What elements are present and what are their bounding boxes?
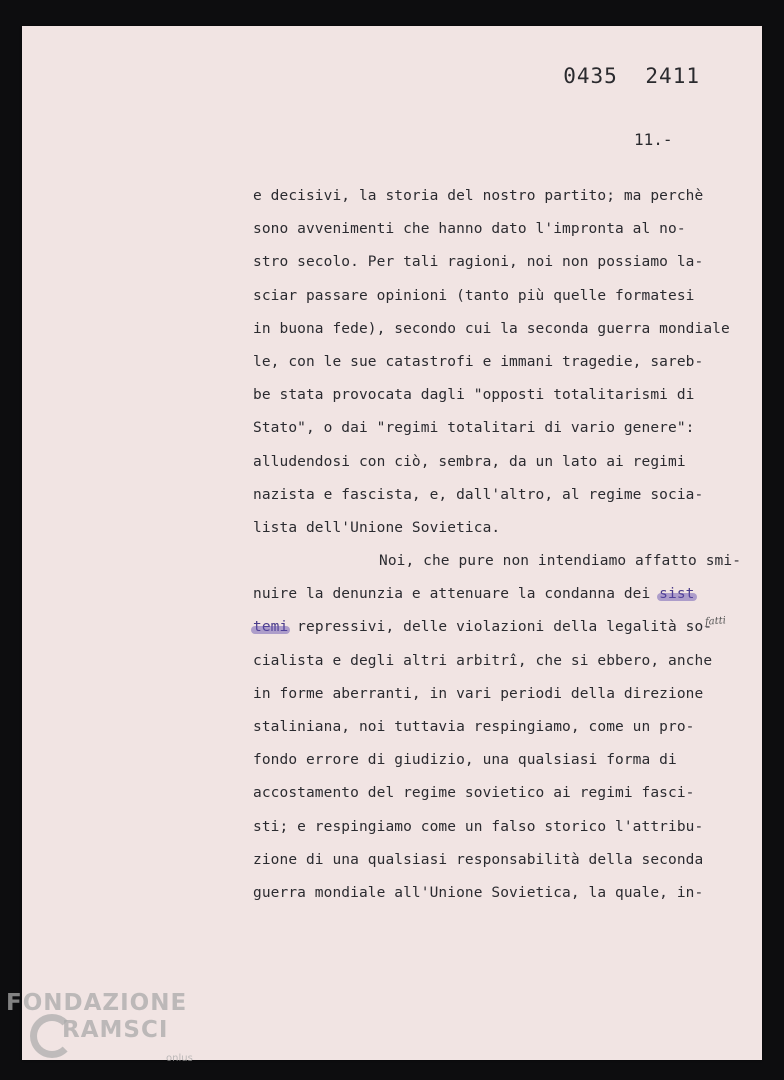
text-line: alludendosi con ciò, sembra, da un lato ai regimi <box>253 453 686 470</box>
watermark-suffix: onlus <box>166 1053 193 1064</box>
g-logo-icon <box>30 1014 74 1058</box>
struck-word: sist <box>659 586 695 603</box>
text-line: be stata provocata dagli "opposti totalitarismi di <box>253 387 695 404</box>
text-line: fondo errore di giudizio, una qualsiasi forma di <box>253 752 677 769</box>
text-line: guerra mondiale all'Unione Sovietica, la quale, in- <box>253 884 704 901</box>
text-line: sti; e respingiamo come un falso storico l'attribu- <box>253 818 704 835</box>
text-line: zione di una qualsiasi responsabilità della seconda <box>253 851 704 868</box>
text-line: e decisivi, la storia del nostro partito; ma perchè <box>253 188 704 204</box>
struck-word: temi <box>253 619 289 636</box>
handwritten-insert: fatti <box>704 615 727 628</box>
text-line-with-correction <box>253 611 733 644</box>
text-line: cialista e degli altri arbitrî, che si ebbero, anche <box>253 652 713 669</box>
text-line: sciar passare opinioni (tanto più quelle formatesi <box>253 287 695 304</box>
watermark-logo <box>6 990 193 1064</box>
text-line: sono avvenimenti che hanno dato l'impronta al no- <box>253 221 686 238</box>
archive-code: 0435 2411 <box>563 64 700 88</box>
text-line: stro secolo. Per tali ragioni, noi non possiamo la- <box>253 254 704 271</box>
text-line: accostamento del regime sovietico ai regimi fasci- <box>253 785 695 802</box>
text-line: Noi, che pure non intendiamo affatto smi- <box>379 553 742 570</box>
text-segment: repressivi, delle violazioni della legalità so- <box>288 619 713 636</box>
text-segment: nuire la denunzia e attenuare la condanna dei <box>253 586 660 603</box>
text-line: le, con le sue catastrofi e immani tragedie, sareb- <box>253 353 704 370</box>
watermark-line1: FONDAZIONE <box>6 990 188 1016</box>
watermark-line2: RAMSCI <box>62 1017 169 1043</box>
document-body <box>253 180 742 910</box>
text-line: in forme aberranti, in vari periodi della direzione <box>253 685 704 702</box>
text-line: nazista e fascista, e, dall'altro, al regime socia- <box>253 486 704 503</box>
text-line: in buona fede), secondo cui la seconda guerra mondiale <box>253 320 730 337</box>
text-line: staliniana, noi tuttavia respingiamo, come un pro- <box>253 719 695 735</box>
page-number: 11.- <box>634 130 673 149</box>
text-line-with-correction <box>253 578 733 611</box>
text-line: lista dell'Unione Sovietica. <box>253 519 501 536</box>
text-line: Stato", o dai "regimi totalitari di vario genere": <box>253 420 695 437</box>
